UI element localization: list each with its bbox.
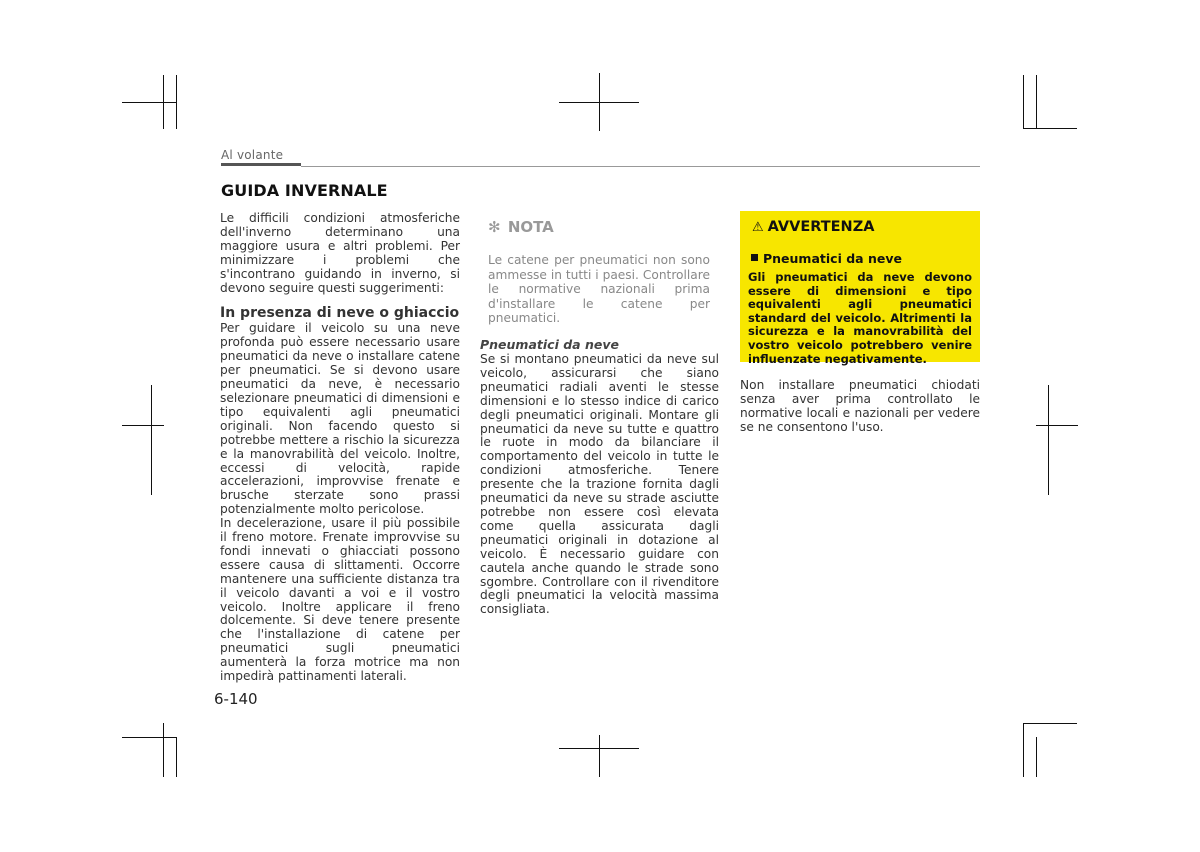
intro-paragraph: Le difficili condizioni atmosferiche dell'inverno determinano una maggiore usura e altri problemi. Per minimizzare i problemi che s'incontrano guidando in inverno, si devono seguire questi suggerimenti: — [220, 211, 460, 295]
square-bullet-icon — [751, 254, 758, 261]
header-accent-bar — [221, 163, 301, 166]
asterisk-icon: ✻ — [488, 218, 501, 236]
right-column — [740, 379, 980, 435]
warning-heading — [752, 219, 972, 235]
warning-title: AVVERTENZA — [767, 219, 875, 235]
body-paragraph: In decelerazione, usare il più possibile il freno motore. Frenate improvvise su fondi innevati o ghiacciati possono essere causa di slittamenti. Occorre mantenere una sufficiente distanza tra il veicolo davanti a voi e il vostro veicolo. Inoltre applicare il freno dolcemente. Si deve tenere presente che l'installazione di catene per pneumatici sugli pneumatici aumenterà la forza motrice ma non impedirà pattinamenti laterali. — [220, 516, 460, 684]
body-paragraph: Se si montano pneumatici da neve sul veicolo, assicurarsi che siano pneumatici radiali aventi le stesse dimensioni e lo stesso indice di carico degli pneumatici originali. Montare gli pneumatici da neve su tutte e quattro le ruote in modo da bilanciare il comportamento del veicolo in tutte le condizioni atmosferiche. Tenere presente che la trazione fornita dagli pneumatici da neve su strade asciutte potrebbe non essere così elevata come quella assicurata dagli pneumatici originali in dotazione al veicolo. È necessario guidare con cautela anche quando le strade sono sgombre. Controllare con il rivenditore degli pneumatici la velocità massima consigliata. — [480, 352, 719, 617]
left-column — [220, 212, 460, 684]
middle-column — [480, 353, 719, 617]
warning-text: Gli pneumatici da neve devono essere di dimensioni e tipo equivalenti agli pneumatici standard del veicolo. Altrimenti la sicurezza e la manovrabilità del vostro veicolo potrebbero venire influenzate negativamente. — [748, 270, 972, 366]
body-paragraph: Non installare pneumatici chiodati senza aver prima controllato le normative locali e nazionali per vedere se ne consentono l'uso. — [740, 378, 980, 434]
section-header: Al volante — [221, 148, 284, 162]
warning-subheading — [751, 251, 972, 266]
warning-box — [740, 211, 980, 366]
page-title: GUIDA INVERNALE — [221, 181, 388, 200]
body-paragraph: Per guidare il veicolo su una neve profonda può essere necessario usare pneumatici da neve o installare catene per pneumatici. Se si devono usare pneumatici da neve, è necessario selezionare pneumatici di dimensioni e tipo equivalenti agli pneumatici originali. Non facendo questo si potrebbe mettere a rischio la sicurezza e la manovrabilità del veicolo. Inoltre, eccessi di velocità, rapide accelerazioni, improvvise frenate e brusche sterzate sono prassi potenzialmente molto pericolose. — [220, 321, 460, 517]
warning-subtitle: Pneumatici da neve — [763, 251, 902, 266]
nota-text: Le catene per pneumatici non sono ammesse in tutti i paesi. Controllare le normative nazionali prima d'installare le catene per pneumatici. — [488, 253, 710, 326]
subheading-snow-ice: In presenza di neve o ghiaccio — [220, 305, 460, 322]
subheading-snow-tires: Pneumatici da neve — [480, 337, 619, 352]
nota-heading — [488, 218, 554, 236]
nota-title: NOTA — [507, 218, 554, 236]
page-number: 6-140 — [214, 690, 258, 708]
header-rule — [301, 166, 980, 167]
warning-triangle-icon: ⚠ — [752, 220, 764, 235]
